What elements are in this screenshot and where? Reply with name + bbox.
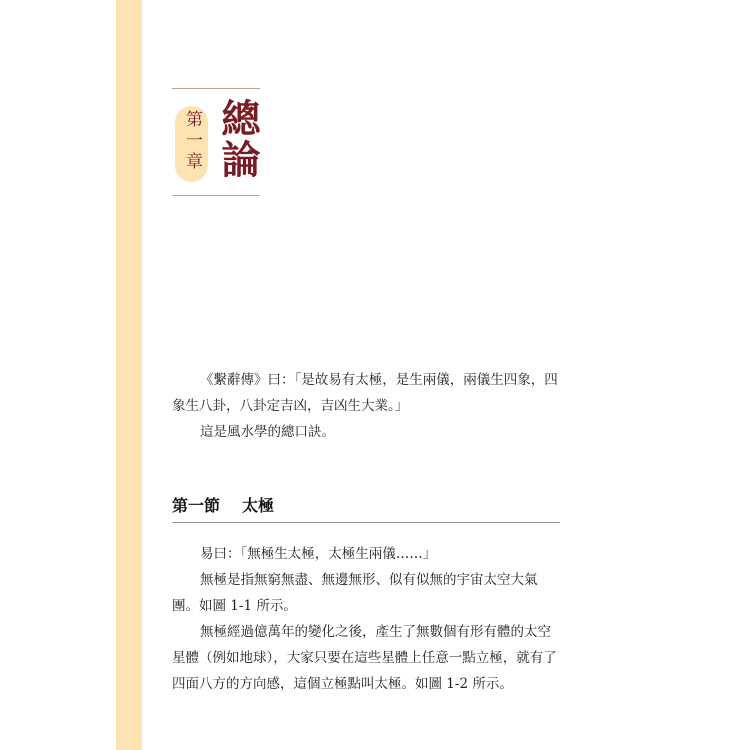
chapter-bottom-rule <box>172 195 260 196</box>
intro-quote-paragraph: 《繫辭傳》曰：「是故易有太極，是生兩儀，兩儀生四象，四象生八卦，八卦定吉凶，吉凶生大業。」 <box>172 372 558 414</box>
body-paragraph-2: 無極是指無窮無盡、無邊無形、似有似無的宇宙太空大氣團。如圖 1-1 所示。 <box>172 572 538 614</box>
section-heading <box>172 493 564 519</box>
chapter-heading <box>172 88 260 198</box>
side-color-strip <box>116 0 142 750</box>
chapter-title: 總論 <box>215 98 261 180</box>
body-paragraph-3: 無極經過億萬年的變化之後，產生了無數個有形有體的太空星體（例如地球），大家只要在這些星體上任意一點立極，就有了四面八方的方向感，這個立極點叫太極。如圖 1-2 所示。 <box>172 624 557 692</box>
body-paragraph-1: 易曰：「無極生太極，太極生兩儀……」 <box>200 546 437 562</box>
chapter-top-rule <box>172 88 260 89</box>
section-rule <box>172 522 560 523</box>
chapter-number-badge <box>175 106 208 182</box>
chapter-number-label: 第一章 <box>182 110 202 173</box>
intro-summary-paragraph: 這是風水學的總口訣。 <box>200 424 335 440</box>
section-number: 第一節 <box>172 496 221 515</box>
section-title: 太極 <box>242 496 275 515</box>
